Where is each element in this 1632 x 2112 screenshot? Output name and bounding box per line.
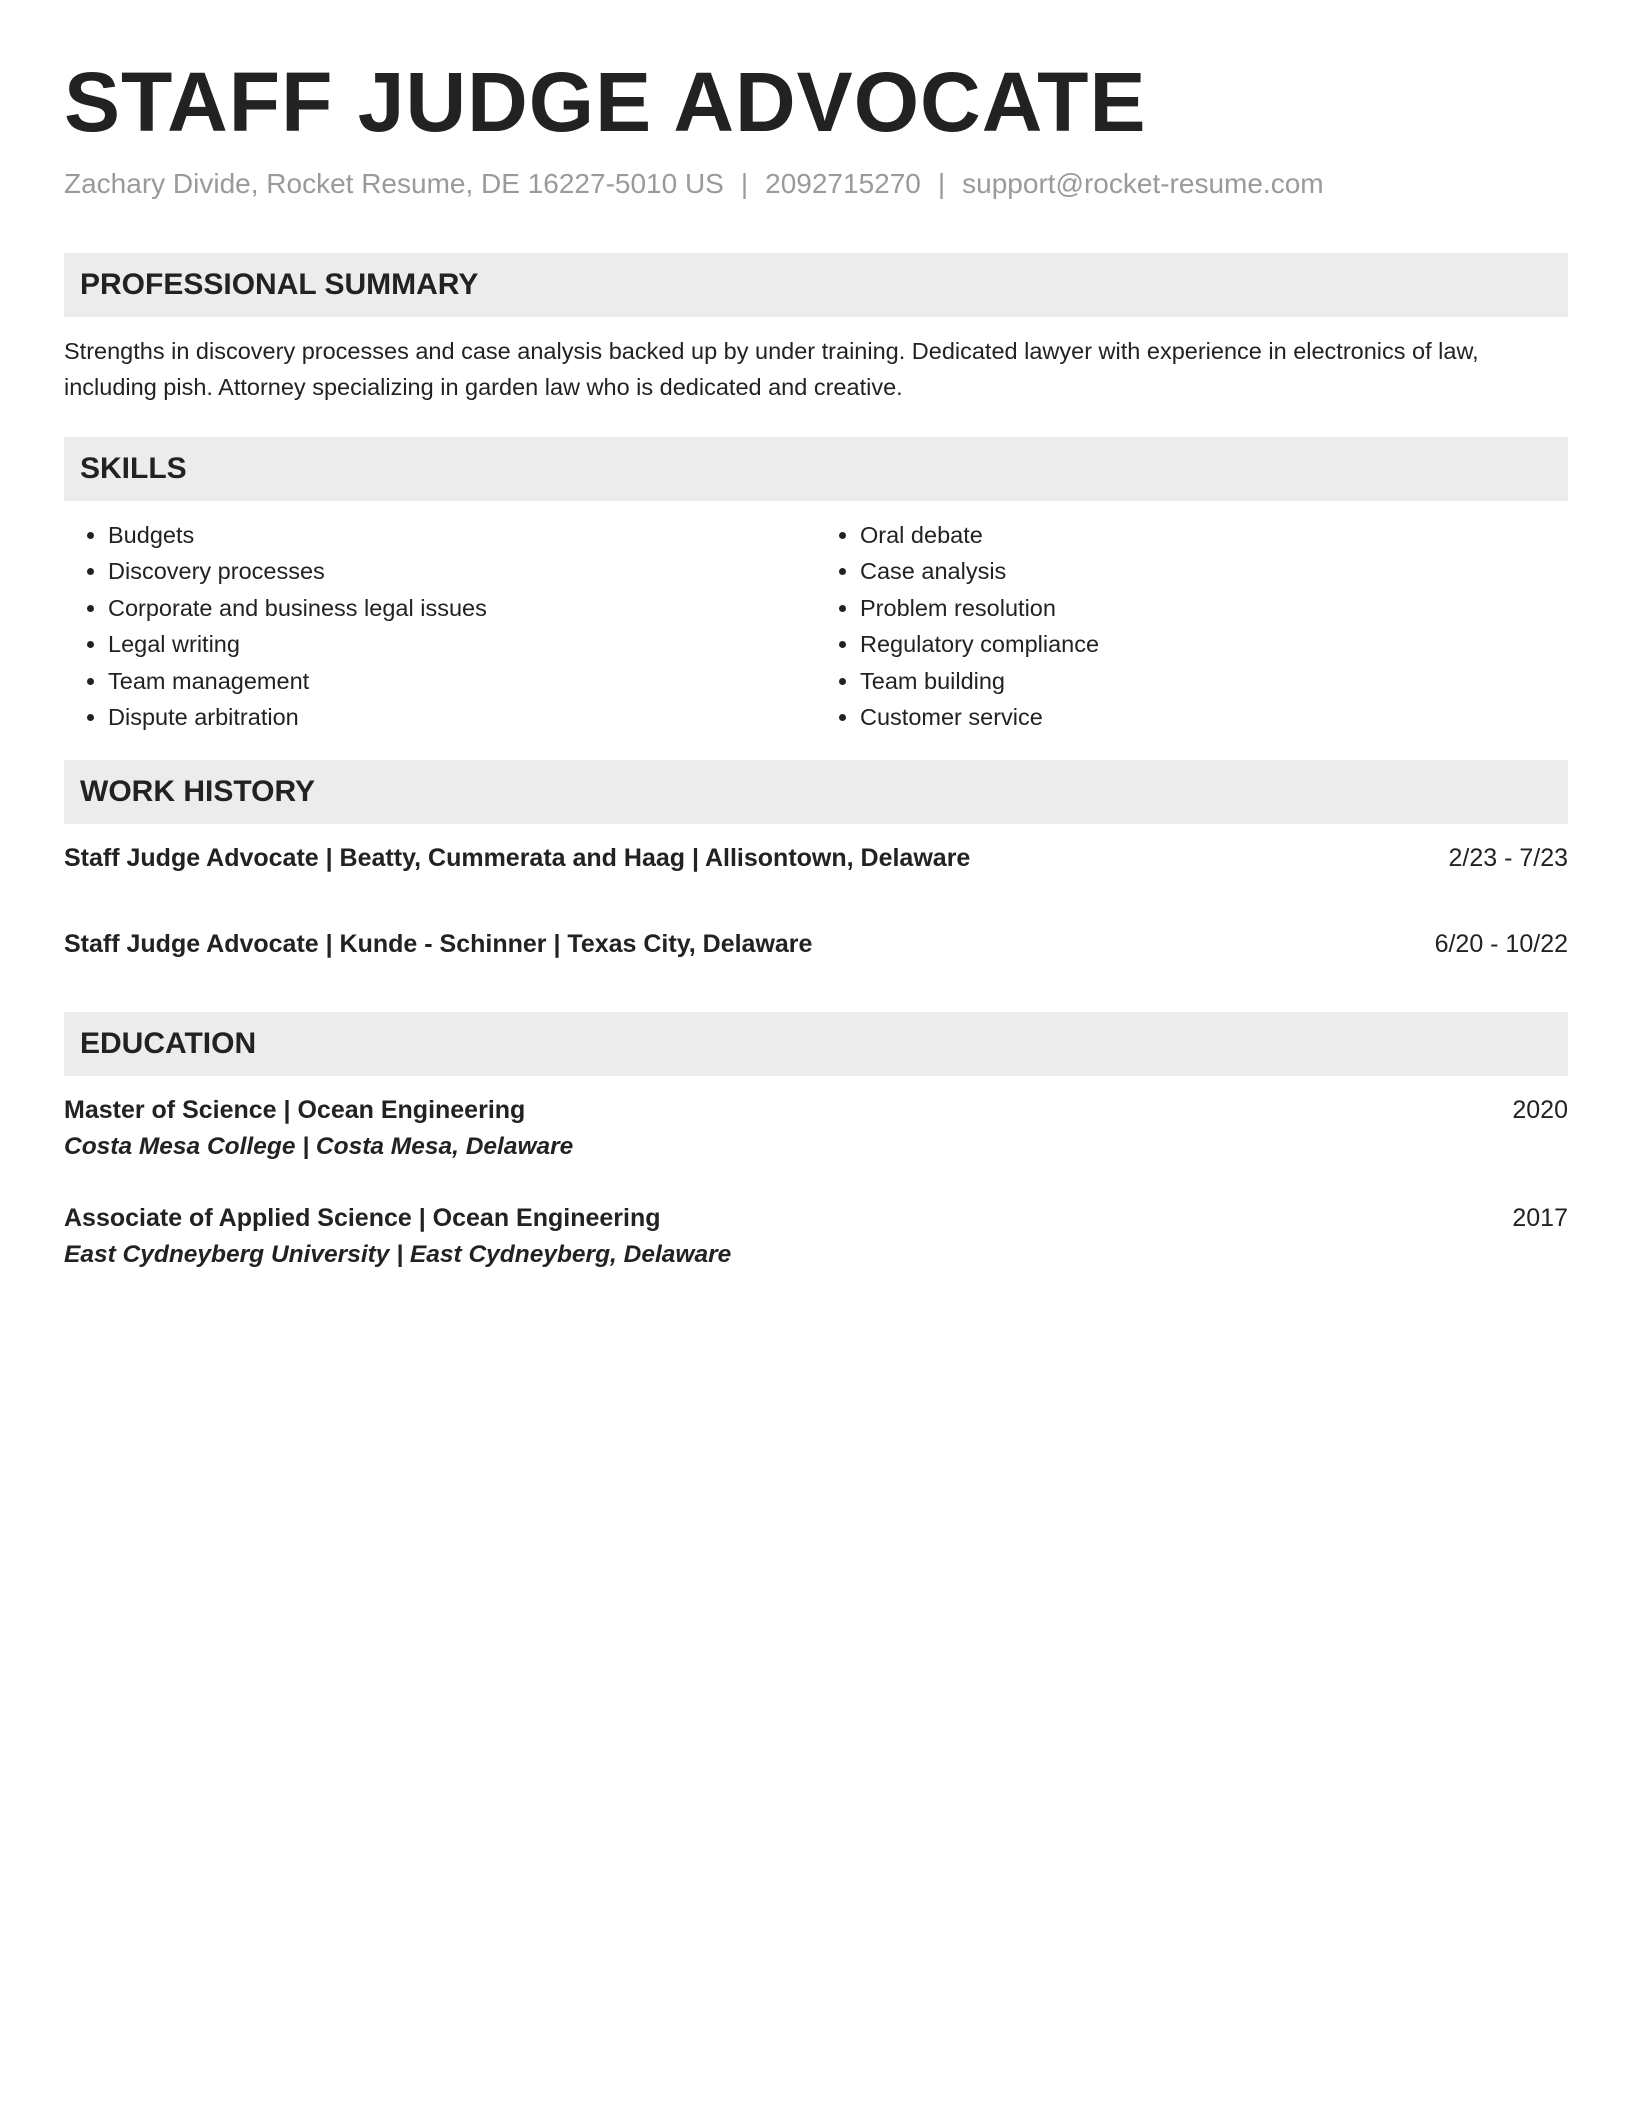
summary-text: Strengths in discovery processes and case analysis backed up by under training. Dedicated lawyer with experience in electronics of law, including pish. Attorney specializing in garden law who is dedicated and creative. xyxy=(64,337,1479,400)
job-title: Staff Judge Advocate | Beatty, Cummerata and Haag | Allisontown, Delaware xyxy=(64,843,971,872)
job-dates: 6/20 - 10/22 xyxy=(1434,929,1568,958)
skill-item: • Case analysis xyxy=(860,553,1568,590)
skill-item: • Team building xyxy=(860,663,1568,700)
contact-phone: 2092715270 xyxy=(765,168,921,200)
skill-item: • Regulatory compliance xyxy=(860,626,1568,663)
school-name: East Cydneyberg University | East Cydneyberg, Delaware xyxy=(64,1240,732,1268)
degree: Master of Science | Ocean Engineering xyxy=(64,1095,526,1124)
section-header-skills: SKILLS xyxy=(64,437,1568,501)
skill-item: • Corporate and business legal issues xyxy=(108,590,816,627)
section-header-summary: PROFESSIONAL SUMMARY xyxy=(64,253,1568,317)
skill-item: • Team management xyxy=(108,663,816,700)
graduation-year: 2020 xyxy=(1512,1095,1568,1124)
skills-column-right xyxy=(816,517,1568,736)
skill-item: • Oral debate xyxy=(860,517,1568,554)
contact-line xyxy=(64,166,1568,202)
education-entry xyxy=(64,1200,1568,1274)
contact-separator: | xyxy=(937,168,946,200)
skill-item: • Discovery processes xyxy=(108,553,816,590)
skill-item: • Budgets xyxy=(108,517,816,554)
skill-item: • Dispute arbitration xyxy=(108,699,816,736)
skill-item: • Customer service xyxy=(860,699,1568,736)
work-entry xyxy=(64,840,1568,876)
job-dates: 2/23 - 7/23 xyxy=(1448,843,1568,872)
skill-item: • Problem resolution xyxy=(860,590,1568,627)
resume-title: STAFF JUDGE ADVOCATE xyxy=(64,55,1147,149)
section-header-education: EDUCATION xyxy=(64,1012,1568,1076)
contact-separator: | xyxy=(740,168,749,200)
school-name: Costa Mesa College | Costa Mesa, Delaware xyxy=(64,1132,574,1160)
skills-column-left xyxy=(64,517,816,736)
skills-grid xyxy=(64,517,1568,736)
section-header-work-history: WORK HISTORY xyxy=(64,760,1568,824)
contact-email: support@rocket-resume.com xyxy=(962,168,1324,200)
contact-address: Zachary Divide, Rocket Resume, DE 16227-5010 US xyxy=(64,168,724,200)
job-title: Staff Judge Advocate | Kunde - Schinner | Texas City, Delaware xyxy=(64,929,813,958)
graduation-year: 2017 xyxy=(1512,1203,1568,1232)
degree: Associate of Applied Science | Ocean Engineering xyxy=(64,1203,661,1232)
skill-item: • Legal writing xyxy=(108,626,816,663)
education-entry xyxy=(64,1092,1568,1166)
work-entry xyxy=(64,926,1568,962)
